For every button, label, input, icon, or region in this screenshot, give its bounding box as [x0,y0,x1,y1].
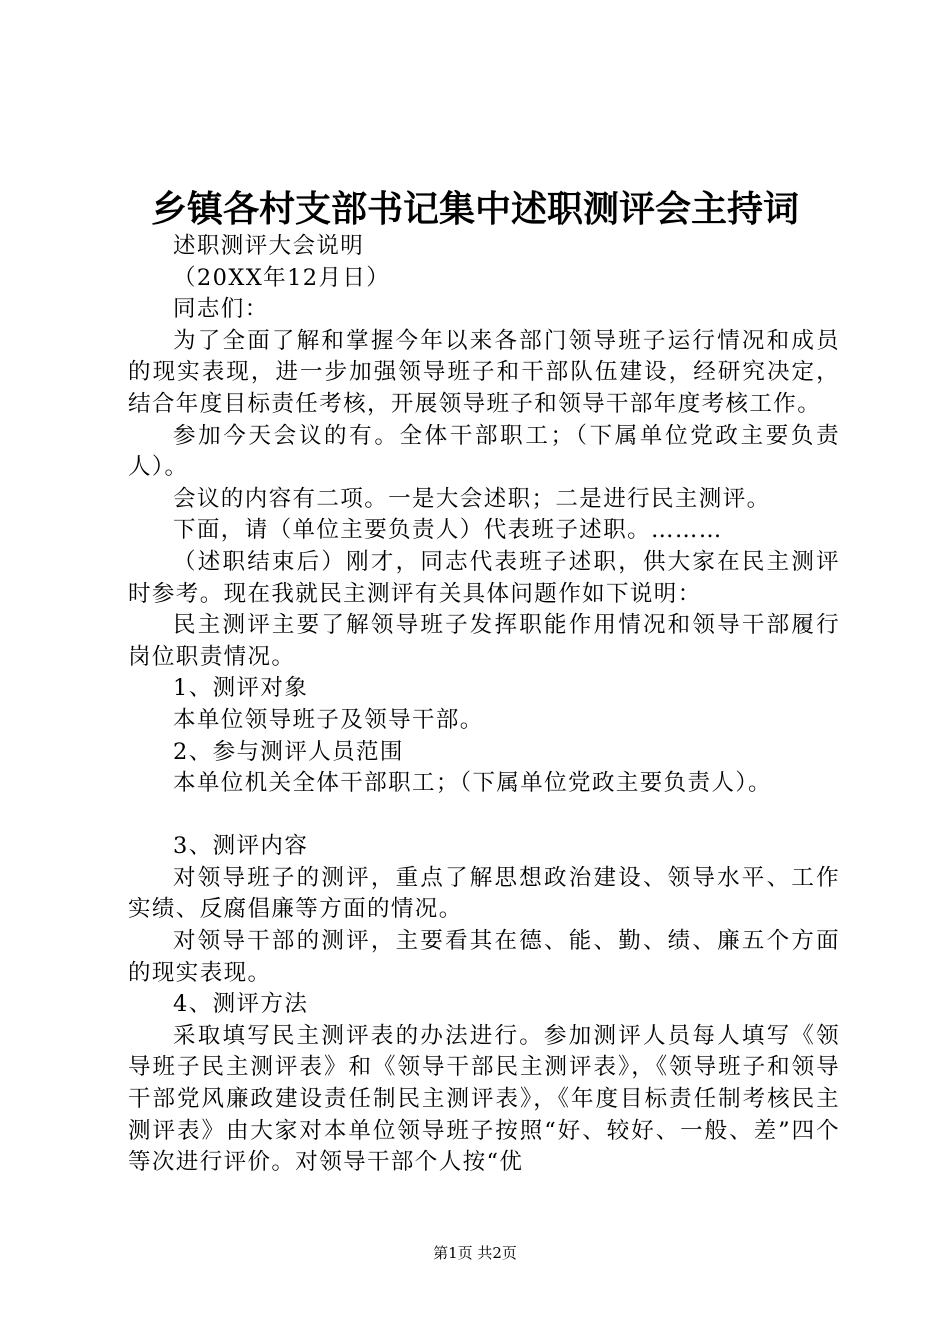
document-title: 乡镇各村支部书记集中述职测评会主持词 [150,188,799,230]
section-heading: 1、测评对象 [173,675,309,702]
paragraph: 述职测评大会说明 [173,233,365,259]
paragraph: 对领导干部的测评，主要看其在德、能、勤、绩、廉五个方面的现实表现。 [128,928,840,986]
page-footer: 第1页 共2页 [433,1244,517,1262]
paragraph: 民主测评主要了解领导班子发挥职能作用情况和领导干部履行岗位职责情况。 [128,612,840,670]
paragraph: 为了全面了解和掌握今年以来各部门领导班子运行情况和成员的现实表现，进一步加强领导班子和干部队伍建设，经研究决定，结合年度目标责任考核，开展领导班子和领导干部年度考核工作。 [128,327,840,417]
paragraph: 采取填写民主测评表的办法进行。参加测评人员每人填写《领导班子民主测评表》和《领导干部民主测评表》，《领导班子和领导干部党风廉政建设责任制民主测评表》，《年度目标责任制考核民主测评表》由大家对本单位领导班子按照“好、较好、一般、差”四个等次进行评价。对领导干部个人按“优 [128,1022,840,1176]
section-heading: 4、测评方法 [173,991,309,1018]
paragraph: （20XX年12月日） [173,264,391,291]
paragraph: 对领导班子的测评，重点了解思想政治建设、领导水平、工作实绩、反腐倡廉等方面的情况。 [128,864,840,923]
blank-line [128,800,840,832]
paragraph: 本单位机关全体干部职工；（下属单位党政主要负责人）。 [173,770,772,797]
section-heading: 2、参与测评人员范围 [173,738,404,765]
paragraph: 本单位领导班子及领导干部。 [173,706,484,733]
paragraph: 会议的内容有二项。一是大会述职；二是进行民主测评。 [173,485,771,512]
paragraph: 下面，请（单位主要负责人）代表班子述职。……… [173,517,723,544]
document-body [128,231,840,1179]
paragraph: （述职结束后）刚才，同志代表班子述职，供大家在民主测评时参考。现在我就民主测评有关具体问题作如下说明： [128,548,840,607]
paragraph: 参加今天会议的有。全体干部职工；（下属单位党政主要负责人）。 [128,422,840,481]
section-heading: 3、测评内容 [173,833,309,860]
paragraph: 同志们： [173,296,269,323]
